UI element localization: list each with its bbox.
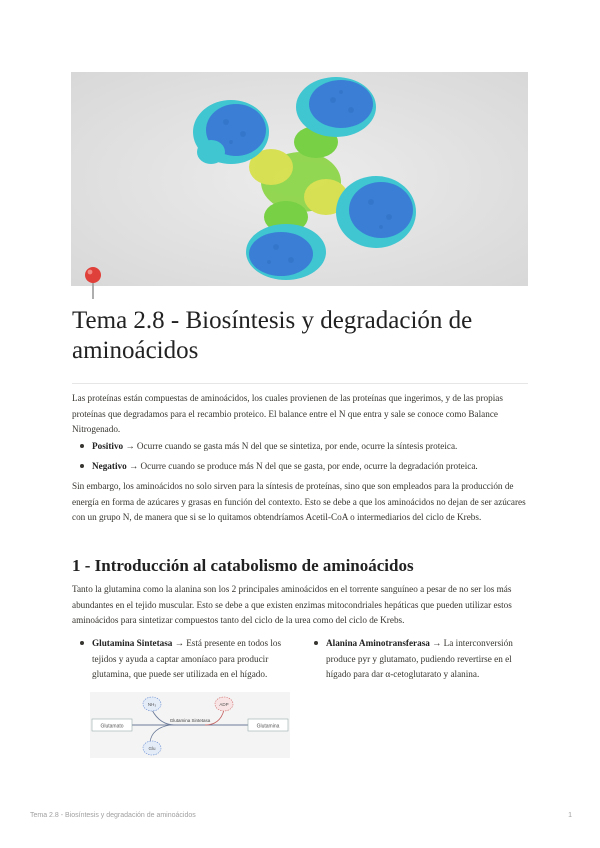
list-item <box>314 636 529 683</box>
bullet-text: → La interconversión produce pyr y glutamato, pudiendo revertirse en el hígado para dar α-cetoglutarato y alanina. <box>326 638 513 679</box>
page-number: 1 <box>568 812 572 819</box>
bullet-icon <box>80 444 84 448</box>
substrate-label: Glutamato <box>100 723 124 730</box>
bullet-icon <box>314 641 318 645</box>
list-item <box>80 439 528 455</box>
list-item <box>80 459 528 475</box>
bullet-label: Alanina Aminotransferasa <box>326 638 430 648</box>
section-heading: 1 - Introducción al catabolismo de aminoácidos <box>72 556 414 575</box>
byproduct-label: ADP <box>219 702 229 707</box>
footer-title: Tema 2.8 - Biosíntesis y degradación de aminoácidos <box>30 812 196 819</box>
page-footer <box>30 812 572 819</box>
title-divider <box>72 383 528 384</box>
reaction-diagram <box>90 692 290 758</box>
intro-paragraph: Las proteínas están compuestas de aminoácidos, los cuales provienen de las proteínas que ingerimos, y de las propias proteínas que degradamos para el recambio proteico. El balance entre el N que entra y sale se conoce como Balance Nitrogenado. <box>72 393 503 434</box>
pushpin-icon <box>82 266 104 300</box>
input-label: Glu <box>148 746 156 751</box>
bullet-icon <box>80 641 84 645</box>
bullet-text: → Ocurre cuando se produce más N del que se gasta, por ende, ocurre la degradación proteica. <box>126 461 478 471</box>
protein-structure-illustration <box>71 72 528 286</box>
bullet-text: → Ocurre cuando se gasta más N del que se sintetiza, por ende, ocurre la síntesis proteica. <box>123 441 458 451</box>
cofactor-label: NH₃ <box>147 702 157 707</box>
cover-image <box>71 72 528 286</box>
product-label: Glutamina <box>256 723 280 730</box>
paragraph: Sin embargo, los aminoácidos no solo sirven para la síntesis de proteínas, sino que son empleados para la producción de energía en forma de azúcares y grasas en función del contexto. Esto se debe a que los aminoácidos no dejan de ser azúcares con un grupo N, de manera que si se lo quitamos obtendríamos Acetil-CoA o intermediarios del ciclo de Krebs. <box>72 481 526 522</box>
page-title: Tema 2.8 - Biosíntesis y degradación de aminoácidos <box>72 307 473 364</box>
bullet-label: Glutamina Sintetasa <box>92 638 173 648</box>
bullet-label: Negativo <box>92 461 127 471</box>
bullet-text: → Está presente en todos los tejidos y ayuda a captar amoníaco para producir glutamina, que puede ser utilizada en el hígado. <box>92 638 282 679</box>
enzyme-label: Glutamina Sintetasa <box>169 718 211 723</box>
list-item <box>80 636 295 683</box>
section-paragraph: Tanto la glutamina como la alanina son los 2 principales aminoácidos en el torrente sanguíneo a pesar de no ser los más abundantes en el tejido muscular. Esto se debe a que existen enzimas mitocondriales hepáticas que pueden utilizar estos aminoácidos para sintetizar compuestos tanto del ciclo de la urea como del ciclo de Krebs. <box>72 584 512 625</box>
bullet-label: Positivo <box>92 441 124 451</box>
bullet-icon <box>80 464 84 468</box>
